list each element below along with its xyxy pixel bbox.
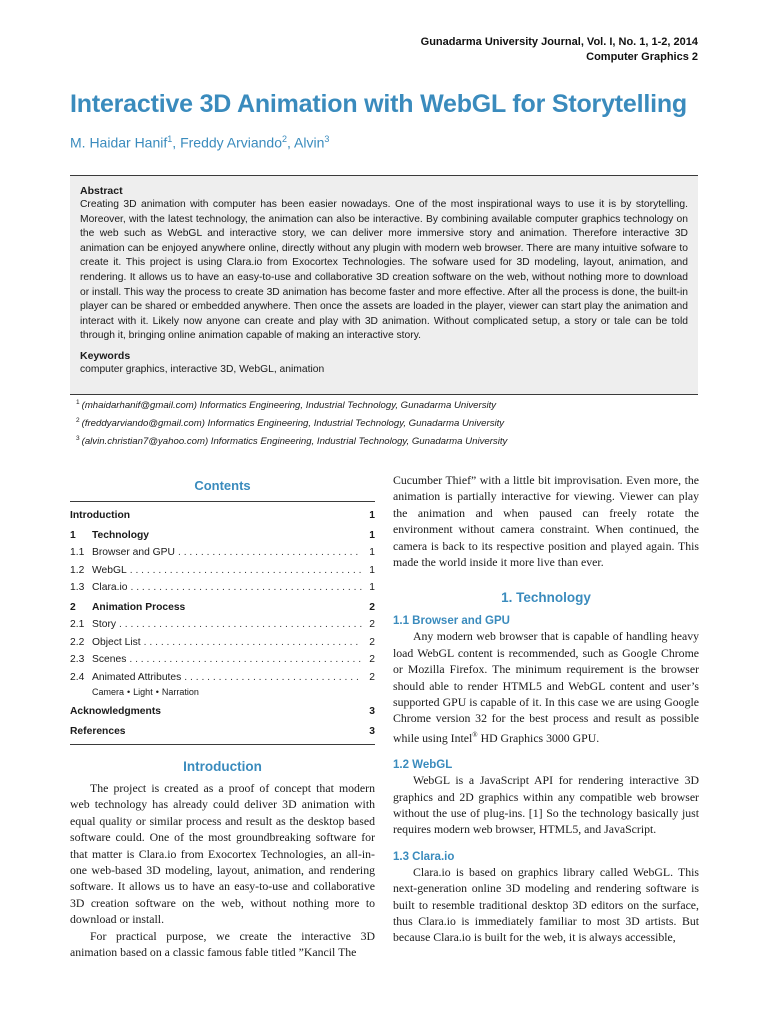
webgl-paragraph: WebGL is a JavaScript API for rendering interactive 3D graphics and 2D graphics within any compatible web browser without the use of plug-ins. [1] So the technology basically just requires modern web browser, HTML5, and JavaScript.	[393, 773, 699, 837]
abstract-text: Creating 3D animation with computer has been easier nowadays. One of the most inspirational ways to use it is by storytelling. Moreover, with the latest technology, the animation can also be interactive. By combining available computer graphics technology on the web such as WebGL and interactive story, we can deliver more immersive story and animation. Therefore interactive 3D animation can be enjoyed anywhere online, directly without any plugin with modern web browser. There are many intuitive sofware to create it. This project is using Clara.io from Exocortex Technologies. The sofware used for 3D modeling, layout, animation, and rendering. It allows us to have an easy-to-use and collaborative 3D creation software on the web, without nothing more to download or install. This way the process to create 3D animation has become faster and more effective. After all the process is done, the built-in player can be shared or embedded anywhere. Then once the assets are loaded in the player, viewer can start play the animation and interact with it. Likely now anyone can create and play with 3D animation. Without complicated setup, a story or tale can be told through it, bringing online animation capable of making an interactive story.	[80, 199, 688, 342]
toc-entry-animation-process[interactable]: 2 Animation Process 2	[70, 601, 375, 613]
author-name: Alvin	[294, 134, 325, 151]
technology-heading: 1. Technology	[501, 590, 591, 606]
contents-heading: Contents	[194, 478, 251, 493]
toc-sub-light[interactable]: Light	[133, 687, 153, 697]
claraio-heading: 1.3 Clara.io	[393, 850, 455, 863]
left-column	[70, 472, 375, 960]
author-mark: 2	[282, 134, 288, 144]
introduction-heading: Introduction	[183, 759, 262, 774]
toc-sub-narration[interactable]: Narration	[161, 687, 199, 697]
webgl-heading: 1.2 WebGL	[393, 759, 453, 772]
toc-entry-technology[interactable]: 1 Technology 1	[70, 529, 375, 541]
introduction-paragraph-2-continued: Cucumber Thief” with a little bit improvisation. Even more, the animation is partially interactive for viewing. Viewer can play the animation and when paused can freely rotate the environment without camera constraint. When continued, the camera is back to its respective position and played again. This made the world inside it more live than ever.	[393, 473, 699, 570]
journal-track: Computer Graphics 2	[586, 51, 698, 63]
toc-entry-acknowledgments[interactable]: Acknowledgments 3	[70, 706, 375, 717]
affiliation: $^3$ (alvin.christian7@yahoo.com) Informatics Engineering, Industrial Technology, Gunadarma University	[76, 434, 508, 447]
toc-entry-scenes[interactable]: 2.3 Scenes . . . 2	[70, 651, 375, 669]
affiliation: $^2$ (freddyarviando@gmail.com) Informatics Engineering, Industrial Technology, Gunadarma University	[76, 416, 505, 429]
toc-sub-camera[interactable]: Camera	[92, 687, 125, 697]
toc-bottom-rule	[70, 744, 375, 745]
keywords-text: computer graphics, interactive 3D, WebGL, animation	[80, 363, 325, 375]
toc-entry-browser-gpu[interactable]: 1.1 Browser and GPU . . . 1	[70, 544, 375, 562]
table-of-contents	[70, 502, 375, 740]
journal-citation: Gunadarma University Journal, Vol. I, No. 1, 1-2, 2014	[420, 36, 698, 48]
introduction-paragraph-1: The project is created as a proof of concept that modern web technology has already could deliver 3D animation with equal quality or similar process and result as the desktop based software could. One of the most groundbreaking software for that matter is Clara.io from Exocortex Technologies, an all-in-one web-based 3D modeling, layout, animation, and rendering software. It allows us to have an easy-to-use and collaborative 3D creation software on the web, without nothing more to download or install.	[70, 781, 375, 927]
running-head	[421, 35, 698, 65]
browser-gpu-paragraph: Any modern web browser that is capable of handling heavy load WebGL content is recommended, such as Google Chrome or Mozilla Firefox. The minimum requirement is the browser should able to render HTML5 and WebGL content and user’s supported GPU is capable of it. In this case we are using Google Chrome version 32 for the best process and result as possible while using Intel® HD Graphics 3000 GPU.	[393, 629, 699, 745]
toc-entry-introduction[interactable]: Introduction 1	[70, 510, 375, 521]
toc-entry-story[interactable]: 2.1 Story . . . 2	[70, 616, 375, 634]
browser-gpu-heading: 1.1 Browser and GPU	[393, 615, 510, 628]
toc-entry-object-list[interactable]: 2.2 Object List . . . 2	[70, 634, 375, 652]
toc-entry-webgl[interactable]: 1.2 WebGL . . . 1	[70, 562, 375, 580]
affiliations	[76, 396, 696, 449]
author-mark: 3	[324, 134, 330, 144]
affiliation: $^1$ (mhaidarhanif@gmail.com) Informatics Engineering, Industrial Technology, Gunadarma University	[76, 399, 497, 412]
author-name: Freddy Arviando	[180, 134, 283, 151]
bullet-icon: •	[155, 687, 159, 697]
author-list: M. Haidar Hanif$^1$, Freddy Arviando$^2$, Alvin$^3$	[70, 134, 330, 151]
right-column	[393, 472, 699, 946]
registered-mark: ®	[472, 730, 478, 739]
claraio-paragraph: Clara.io is based on graphics library called WebGL. This next-generation online 3D modeling and rendering software is built to resemble traditional desktop 3D editors on the surface, thus Clara.io is immediately familiar to most 3D artists. But because Clara.io is built for the web, it is always accessible,	[393, 864, 699, 945]
abstract-box	[70, 175, 698, 395]
toc-subentries	[70, 686, 375, 701]
bullet-icon: •	[127, 687, 131, 697]
toc-entry-animated-attributes[interactable]: 2.4 Animated Attributes . . . 2	[70, 669, 375, 687]
keywords-heading: Keywords	[80, 349, 131, 362]
introduction-paragraph-2: For practical purpose, we create the interactive 3D animation based on a classic famous fable titled ”Kancil The	[70, 928, 375, 960]
author-name: M. Haidar Hanif	[70, 134, 168, 151]
abstract-heading: Abstract	[80, 185, 123, 197]
toc-entry-claraio[interactable]: 1.3 Clara.io . . . 1	[70, 579, 375, 597]
toc-entry-references[interactable]: References 3	[70, 725, 375, 737]
paper-title: Interactive 3D Animation with WebGL for Storytelling	[70, 90, 687, 118]
author-mark: 1	[167, 134, 173, 144]
